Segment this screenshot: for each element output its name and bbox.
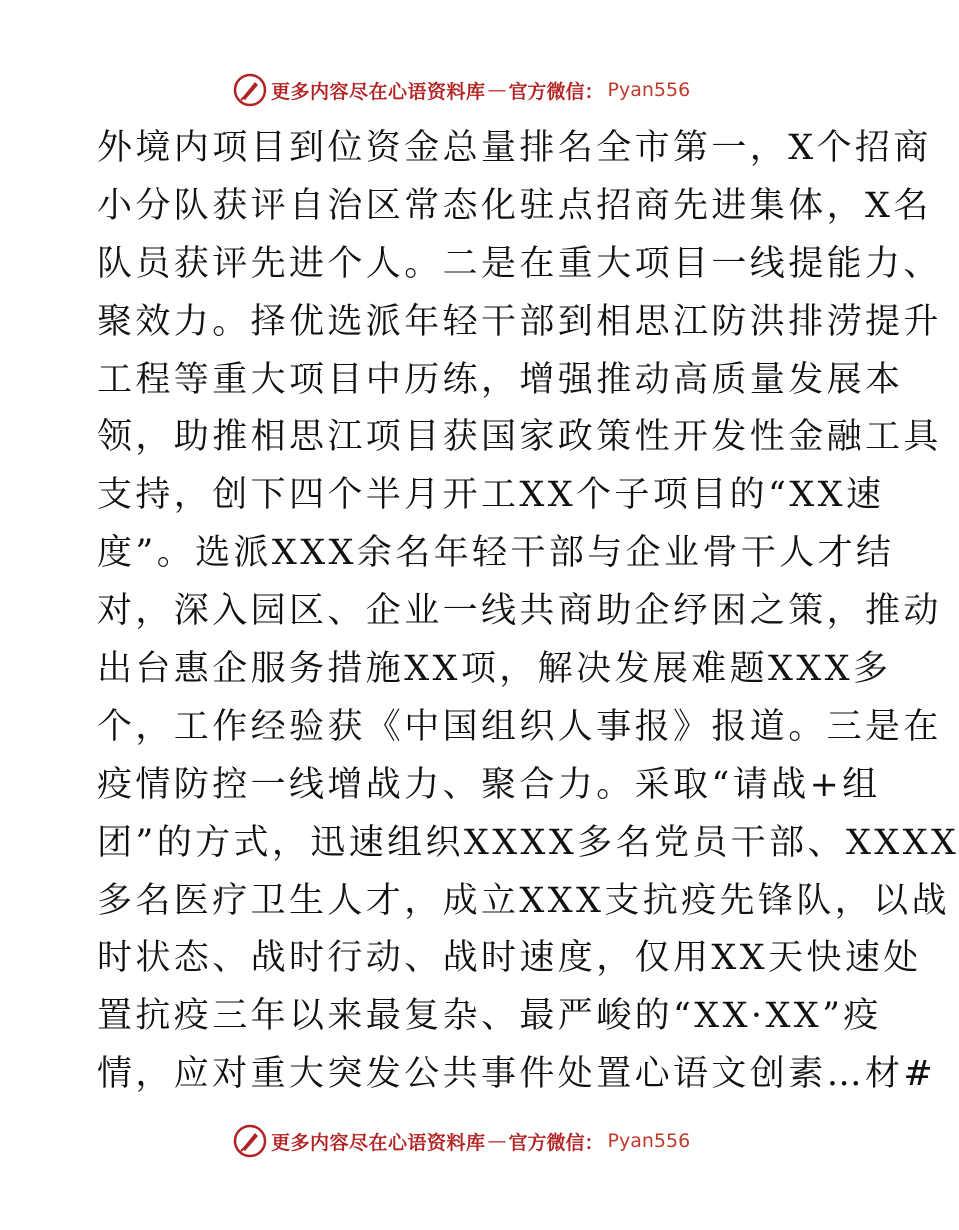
watermark-label: 官方微信： xyxy=(508,1131,604,1154)
text-line: 工程等重大项目中历练，增强推动高质量发展本 xyxy=(97,359,904,400)
text-line: 疫情防控一线增战力、聚合力。采取“请战+组 xyxy=(97,764,881,805)
text-line: 度”。选派XXX余名年轻干部与企业骨干人才结 xyxy=(97,533,895,574)
text-line: 小分队获评自治区常态化驻点招商先进集体，X名 xyxy=(97,185,932,226)
text-line: 情，应对重大突发公共事件处置心语文创素…材# xyxy=(97,1054,937,1095)
quill-logo-icon xyxy=(233,73,267,107)
watermark-main-text: 更多内容尽在心语资料库 xyxy=(271,80,486,103)
text-line: 队员获评先进个人。二是在重大项目一线提能力、 xyxy=(97,243,942,284)
text-line: 对，深入园区、企业一线共商助企纾困之策，推动 xyxy=(97,591,942,632)
text-line: 外境内项目到位资金总量排名全市第一，X个招商 xyxy=(97,128,932,168)
text-line: 支持，创下四个半月开工XX个子项目的“XX速 xyxy=(97,475,885,516)
text-line: 个，工作经验获《中国组织人事报》报道。三是在 xyxy=(97,706,942,747)
watermark-main-text: 更多内容尽在心语资料库 xyxy=(271,1131,486,1154)
text-line: 聚效力。择优选派年轻干部到相思江防洪排涝提升 xyxy=(97,301,942,342)
text-line: 团”的方式，迅速组织XXXX多名党员干部、XXXX xyxy=(97,822,959,863)
quill-logo-icon xyxy=(233,1124,267,1158)
document-body xyxy=(97,120,959,1104)
text-line: 时状态、战时行动、战时速度，仅用XX天快速处 xyxy=(97,938,922,979)
watermark-separator: — xyxy=(487,79,507,101)
text-line: 多名医疗卫生人才，成立XXX支抗疫先锋队，以战 xyxy=(97,880,950,921)
watermark-label: 官方微信： xyxy=(508,80,604,103)
text-line: 领，助推相思江项目获国家政策性开发性金融工具 xyxy=(97,417,942,458)
watermark-handle: Pyan556 xyxy=(607,1130,691,1152)
text-line: 置抗疫三年以来最复杂、最严峻的“XX·XX”疫 xyxy=(97,996,882,1037)
text-line: 出台惠企服务措施XX项，解决发展难题XXX多 xyxy=(97,649,892,690)
header-watermark xyxy=(233,72,690,108)
watermark-handle: Pyan556 xyxy=(607,79,691,101)
footer-watermark xyxy=(233,1123,690,1159)
watermark-separator: — xyxy=(487,1130,507,1152)
